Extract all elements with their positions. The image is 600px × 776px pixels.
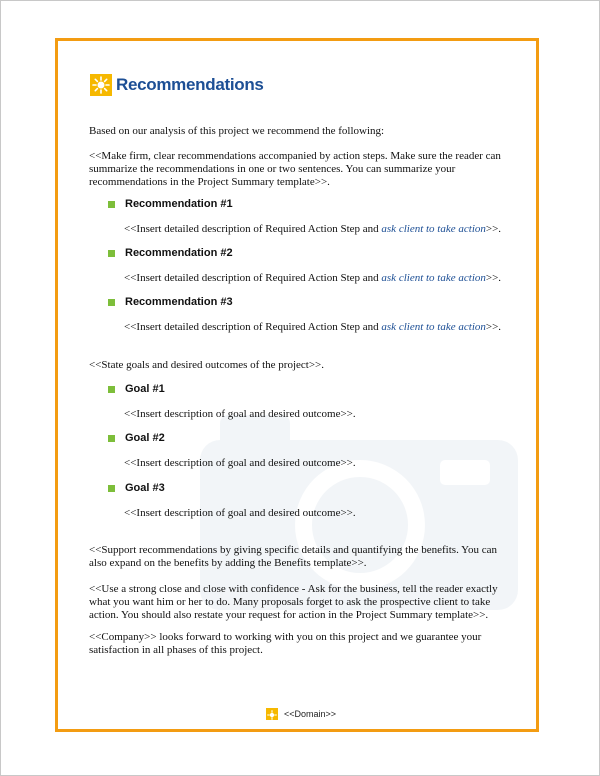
goal-item (108, 431, 165, 445)
recommendation-item (108, 197, 233, 211)
section-heading (90, 72, 264, 98)
goal-title: Goal #2 (125, 432, 165, 444)
bullet-square-icon (108, 250, 115, 257)
camera-watermark (200, 400, 518, 610)
sun-logo-icon (266, 708, 278, 720)
goal-detail: <<Insert description of goal and desired outcome>>. (124, 408, 356, 420)
recommendation-detail: <<Insert detailed description of Required Action Step and ask client to take action>>. (124, 321, 502, 333)
instructions-text: <<Make firm, clear recommendations accompanied by action steps. Make sure the reader can summarize the recommendations in one or two sentences. You can summarize your recommendations in the Project Summary template>>. (89, 150, 501, 188)
sun-logo-icon (90, 74, 112, 96)
goal-detail: <<Insert description of goal and desired outcome>>. (124, 457, 356, 469)
bullet-square-icon (108, 201, 115, 208)
intro-text: Based on our analysis of this project we recommend the following: (89, 125, 385, 137)
recommendation-title: Recommendation #3 (125, 296, 233, 308)
goal-item (108, 481, 165, 495)
bullet-square-icon (108, 435, 115, 442)
recommendation-item (108, 246, 233, 260)
recommendation-detail: <<Insert detailed description of Required Action Step and ask client to take action>>. (124, 272, 502, 284)
recommendation-item (108, 295, 233, 309)
recommendation-title: Recommendation #2 (125, 247, 233, 259)
goal-title: Goal #1 (125, 383, 165, 395)
close-text: <<Use a strong close and close with confidence - Ask for the business, tell the reader exactly what you want him or her to do. Many proposals forget to ask the prospective client to take action. You should also restate your request for action in the Project Summary template>>. (89, 583, 498, 621)
bullet-square-icon (108, 485, 115, 492)
page-footer (266, 708, 336, 720)
goal-title: Goal #3 (125, 482, 165, 494)
company-text: <<Company>> looks forward to working with you on this project and we guarantee your satisfaction in all phases of this project. (89, 631, 482, 656)
bullet-square-icon (108, 299, 115, 306)
goal-item (108, 382, 165, 396)
goal-detail: <<Insert description of goal and desired outcome>>. (124, 507, 356, 519)
recommendation-title: Recommendation #1 (125, 198, 233, 210)
page-title: Recommendations (116, 75, 264, 94)
footer-domain: <<Domain>> (284, 709, 337, 719)
bullet-square-icon (108, 386, 115, 393)
recommendation-detail: <<Insert detailed description of Required Action Step and ask client to take action>>. (124, 223, 502, 235)
support-text: <<Support recommendations by giving specific details and quantifying the benefits. You can also expand on the benefits by adding the Benefits template>>. (89, 544, 498, 569)
goals-intro-text: <<State goals and desired outcomes of the project>>. (89, 359, 324, 371)
